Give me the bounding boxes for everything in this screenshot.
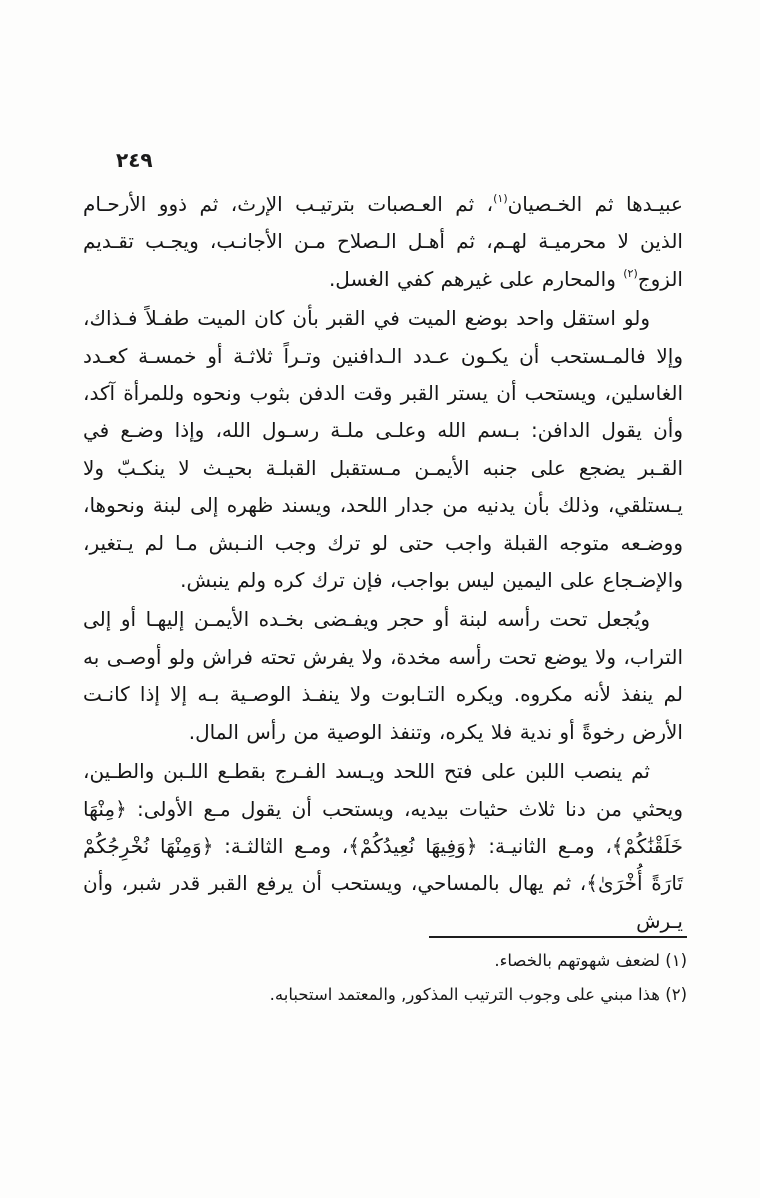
footnote-marker-1: (١): [493, 192, 508, 205]
paragraph-lahd-closing: ثم ينصب اللبن على فتح اللحد ويـسد الفـرج بقطـع اللـبن والطـين، ويحثي من دنا ثلاث حثيات بيديه، ويستحب أن يقول مـع الأولى: ﴿مِنْهَا خَلَقْنَٰكُمْ﴾، ومـع الثانيـة: ﴿وَفِيهَا نُعِيدُكُمْ﴾، ومـع الثالثـة: ﴿وَمِنْهَا نُخْرِجُكُمْ تَارَةً أُخْرَىٰ﴾، ثم يهال بالمساحي، ويستحب أن يرفع القبر قدر شبر، وأن يـرش: [83, 759, 683, 933]
footnote-1: (١) لضعف شهوتهم بالخصاء.: [494, 951, 687, 970]
footnotes-section: [127, 936, 687, 1012]
body-text: [83, 186, 683, 942]
paragraph-burial-conditions: ولو استقل واحد بوضع الميت في القبر بأن كان الميت طفـلاً فـذاك، وإلا فالمـستحب أن يكـون عـدد الـدافنين وتـراً ثلاثـة أو خمسـة كعـدد الغاسلين، ويستحب أن يستر القبر وقت الدفن بثوب ونحوه وللمرأة آكد، وأن يقول الدافن: بـسم الله وعلـى ملـة رسـول الله، وإذا وضـع في القـبر يضجع على جنبه الأيمـن مـستقبل القبلـة بحيـث لا ينكـبّ ولا يـستلقي، وذلك بأن يدنيه من جدار اللحد، ويسند ظهره إلى لبنة ونحوها، ووضـعه متوجه القبلة واجب حتى لو ترك وجب النـبش مـا لم يـتغير، والإضـجاع على اليمين ليس بواجب، فإن ترك كره ولم ينبش.: [83, 306, 683, 593]
paragraph-text: ، ثم العـصبات بترتيـب الإرث، ثم ذوو الأرحـام الذين لا محرميـة لهـم، ثم أهـل الـصلاح مـن الأجانـب، ويجـب تقـديم الزوج: [83, 192, 683, 291]
paragraph-continuation: [83, 186, 683, 298]
paragraph-text: والمحارم على غيرهم كفي الغسل.: [328, 266, 624, 291]
footnote-2: (٢) هذا مبني على وجوب الترتيب المذكور, والمعتمد استحبابه.: [269, 985, 687, 1004]
paragraph-text: عبيـدها ثم الخـصيان: [507, 192, 683, 216]
footnote-marker-2: (٢): [623, 266, 638, 280]
page-number: ٢٤٩: [116, 148, 153, 172]
footnote-separator-rule: [429, 936, 687, 938]
paragraph-head-rest: ويُجعل تحت رأسه لبنة أو حجر ويفـضى بخـده الأيمـن إليهـا أو إلى التراب، ولا يوضع تحت رأسه مخدة، ولا يفرش تحته فراش ولو أوصـى به لم ينفذ لأنه مكروه. ويكره التـابوت ولا ينفـذ الوصـية بـه إلا إذا كانـت الأرض رخوةً أو ندية فلا يكره، وتنفذ الوصية من رأس المال.: [83, 607, 683, 744]
